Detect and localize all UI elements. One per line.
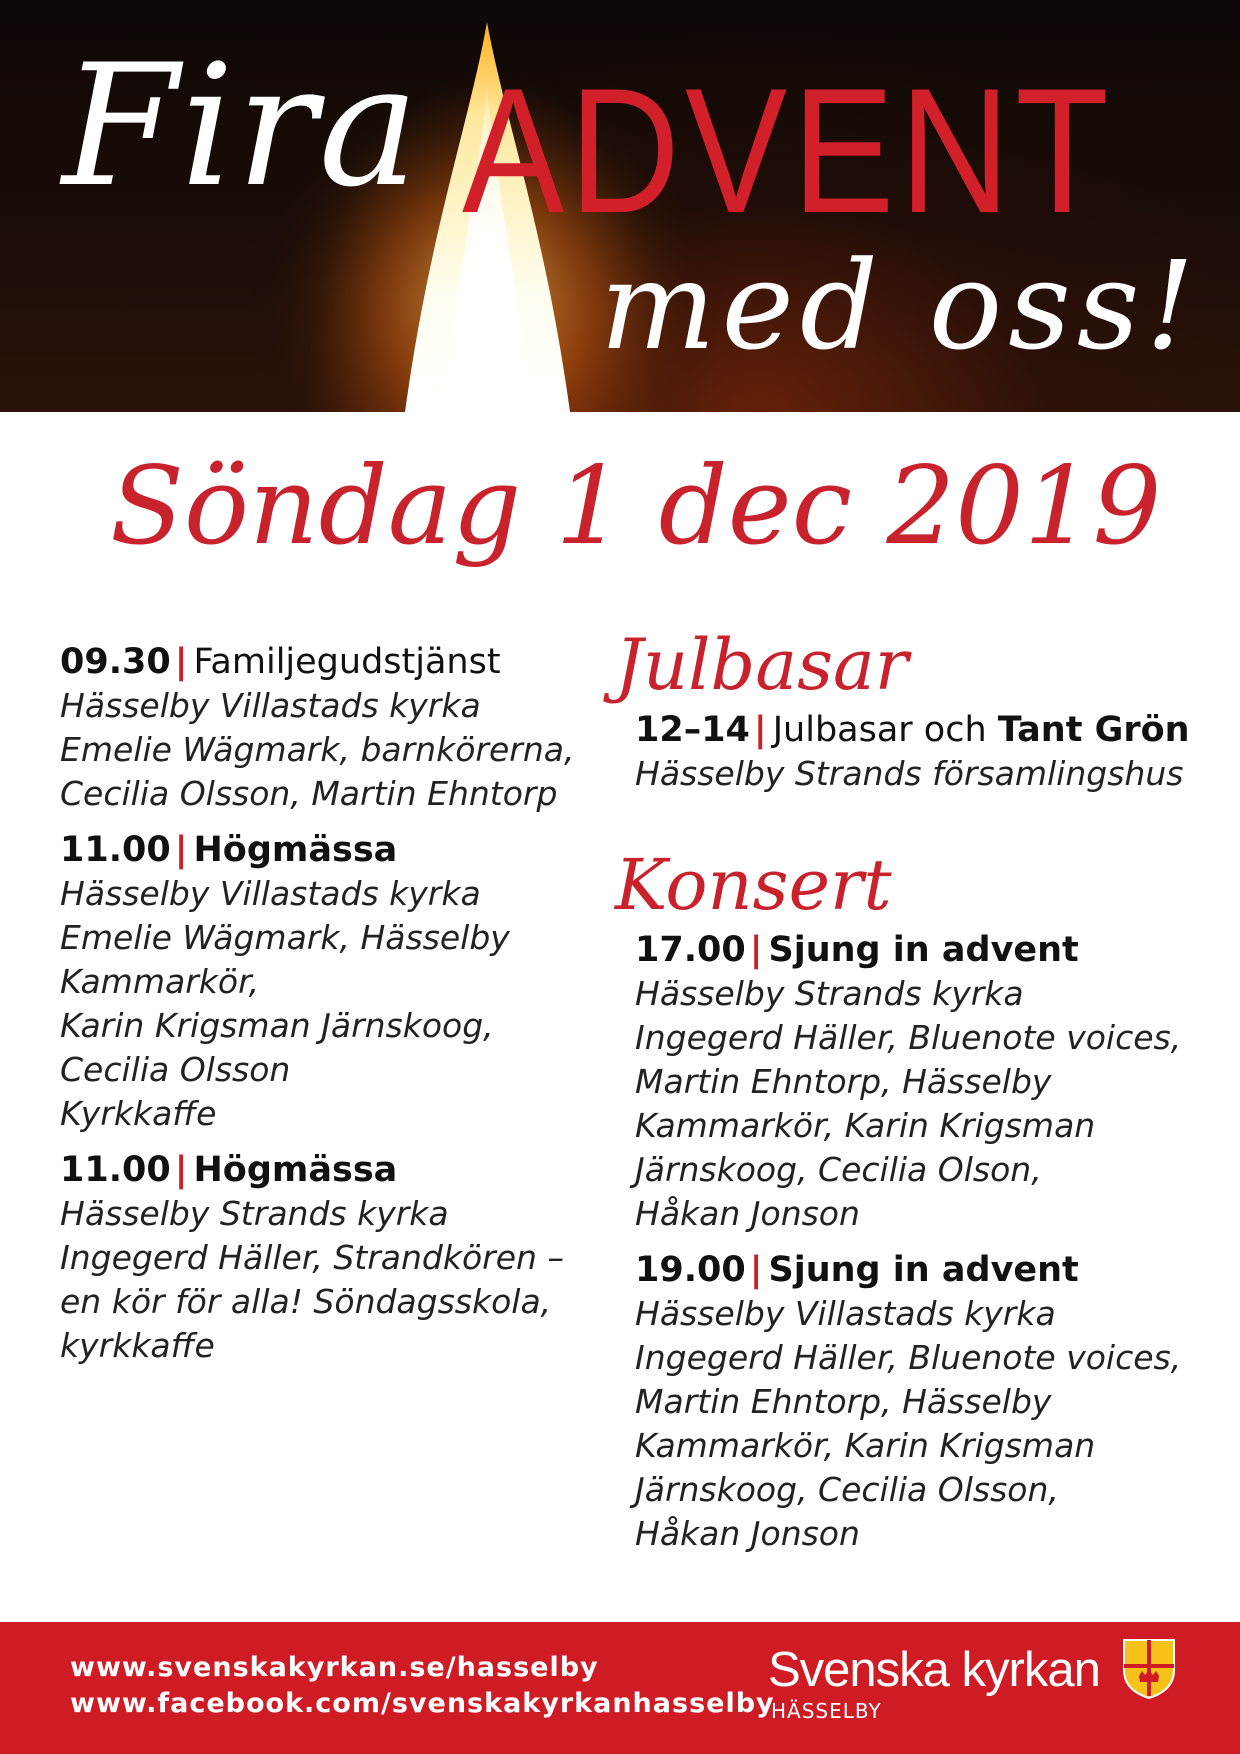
brand-subtitle: HÄSSELBY	[771, 1699, 882, 1723]
event-line: en kör för alla! Söndagsskola,	[60, 1282, 552, 1321]
event-separator: |	[174, 642, 188, 682]
header-banner	[0, 0, 1240, 412]
event-line: Karin Krigsman Järnskoog,	[60, 1006, 494, 1045]
event-konsert-1700	[635, 928, 1225, 1236]
event-line: Hässelby Villastads kyrka	[635, 1294, 1056, 1333]
event-title: Familjegudstjänst	[193, 642, 501, 682]
event-julbasar	[635, 708, 1225, 796]
event-line: Ingegerd Häller, Bluenote voices,	[635, 1018, 1182, 1057]
event-heading	[635, 708, 1225, 752]
event-line: Martin Ehntorp, Hässelby	[635, 1062, 1052, 1101]
event-date: Söndag 1 dec 2019	[110, 444, 1162, 569]
event-line: Håkan Jonson	[635, 1194, 860, 1233]
event-time: 17.00	[635, 930, 746, 970]
event-line: Hässelby Villastads kyrka	[60, 686, 481, 725]
footer-links	[70, 1650, 775, 1722]
event-line: Hässelby Strands kyrka	[635, 974, 1024, 1013]
right-column	[615, 624, 1225, 1568]
event-line: Cecilia Olsson, Martin Ehntorp	[60, 774, 558, 813]
event-title: Sjung in advent	[768, 1250, 1079, 1290]
title-med-oss: med oss!	[600, 235, 1201, 377]
church-shield-icon	[1122, 1638, 1176, 1700]
event-separator: |	[174, 1150, 188, 1190]
brand-name: Svenska kyrkan	[768, 1643, 1100, 1697]
event-separator: |	[753, 710, 767, 750]
footer	[0, 1622, 1240, 1754]
title-fira: Fira	[62, 28, 421, 224]
event-konsert-1900	[635, 1248, 1225, 1556]
event-line: Cecilia Olsson	[60, 1050, 291, 1089]
event-line: Martin Ehntorp, Hässelby	[635, 1382, 1052, 1421]
event-line: Ingegerd Häller, Strandkören –	[60, 1238, 564, 1277]
event-hogmassa-villastad	[60, 828, 610, 1136]
event-heading	[60, 828, 610, 872]
event-time: 09.30	[60, 642, 171, 682]
event-line: Kammarkör,	[60, 962, 260, 1001]
event-familjegudstjanst	[60, 640, 610, 816]
event-separator: |	[749, 930, 763, 970]
event-line: Hässelby Strands församlingshus	[635, 754, 1184, 793]
section-title-julbasar: Julbasar	[615, 624, 909, 706]
event-line: Kyrkkaffe	[60, 1094, 217, 1133]
event-line: Järnskoog, Cecilia Olsson,	[635, 1470, 1059, 1509]
event-title: Julbasar och	[772, 710, 987, 750]
event-heading	[60, 1148, 610, 1192]
section-title-konsert: Konsert	[615, 844, 892, 926]
event-heading	[60, 640, 610, 684]
event-line: Järnskoog, Cecilia Olson,	[635, 1150, 1042, 1189]
event-heading	[635, 928, 1225, 972]
event-title: Högmässa	[193, 1150, 398, 1190]
event-line: kyrkkaffe	[60, 1326, 215, 1365]
event-separator: |	[174, 830, 188, 870]
event-time: 11.00	[60, 1150, 171, 1190]
event-line: Kammarkör, Karin Krigsman	[635, 1426, 1096, 1465]
event-line: Hässelby Villastads kyrka	[60, 874, 481, 913]
event-title: Sjung in advent	[768, 930, 1079, 970]
event-time: 12–14	[635, 710, 750, 750]
event-title: Högmässa	[193, 830, 398, 870]
event-line: Emelie Wägmark, Hässelby	[60, 918, 510, 957]
event-heading	[635, 1248, 1225, 1292]
left-column	[60, 640, 610, 1380]
event-time: 11.00	[60, 830, 171, 870]
event-line: Hässelby Strands kyrka	[60, 1194, 449, 1233]
event-time: 19.00	[635, 1250, 746, 1290]
facebook-link[interactable]: www.facebook.com/svenskakyrkanhasselby	[70, 1688, 775, 1719]
event-line: Håkan Jonson	[635, 1514, 860, 1553]
event-line: Kammarkör, Karin Krigsman	[635, 1106, 1096, 1145]
event-title-highlight: Tant Grön	[997, 710, 1190, 750]
event-separator: |	[749, 1250, 763, 1290]
event-hogmassa-strand	[60, 1148, 610, 1368]
event-line: Ingegerd Häller, Bluenote voices,	[635, 1338, 1182, 1377]
event-line: Emelie Wägmark, barnkörerna,	[60, 730, 575, 769]
title-advent: ADVENT	[462, 51, 1114, 250]
brand-logo	[768, 1642, 1100, 1724]
website-link[interactable]: www.svenskakyrkan.se/hasselby	[70, 1652, 599, 1683]
